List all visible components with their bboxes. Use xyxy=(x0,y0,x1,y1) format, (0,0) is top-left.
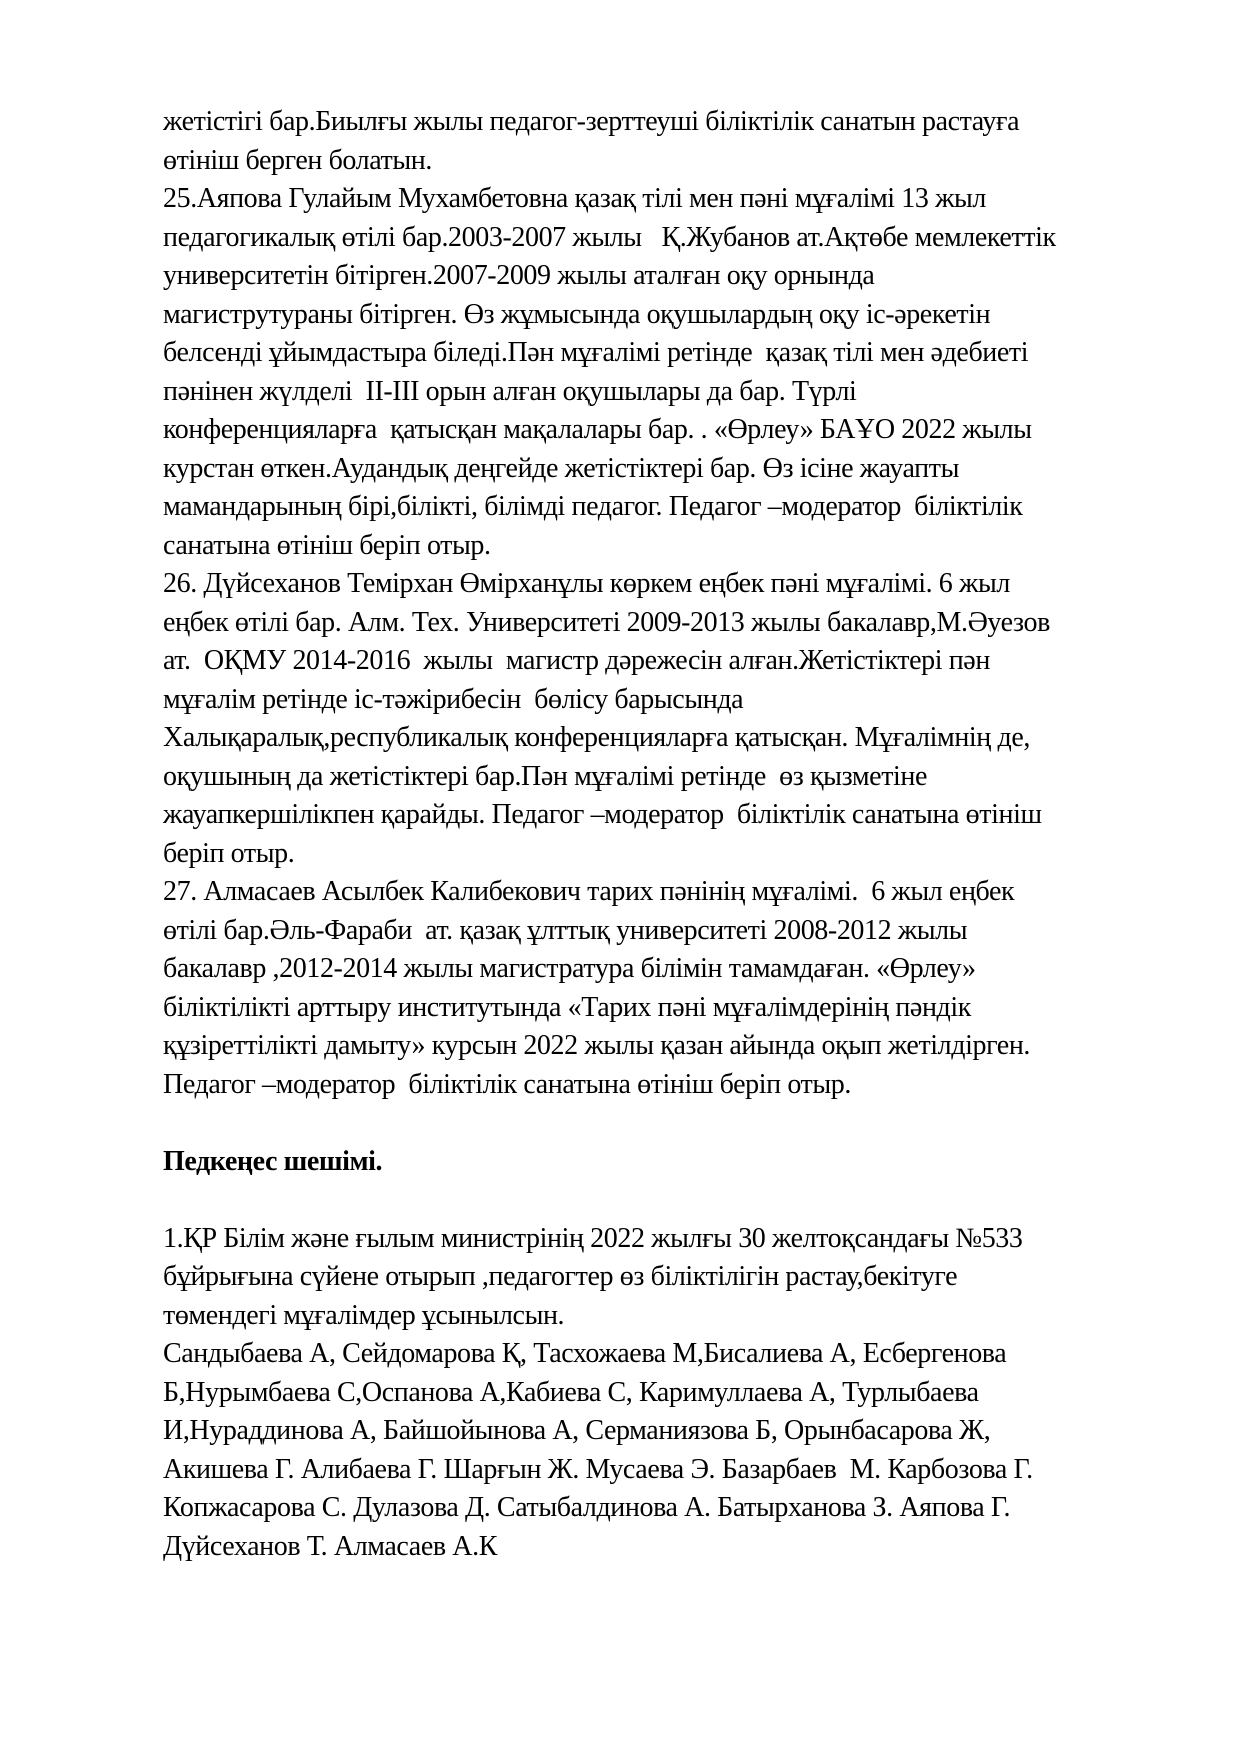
text-line: өтілі бар.Әль-Фараби ат. қазақ ұлттық университеті 2008-2012 жылы xyxy=(163,914,968,946)
text-line: Дүйсеханов Т. Алмасаев А.К xyxy=(163,1530,497,1562)
text-line: 27. Алмасаев Асылбек Калибекович тарих пәнінің мұғалімі. 6 жыл еңбек xyxy=(163,876,1015,907)
text-line: университетін бітірген.2007-2009 жылы аталған оқу орнында xyxy=(163,260,875,291)
text-line: бакалавр ,2012-2014 жылы магистратура білімін тамамдаған. «Өрлеу» xyxy=(163,953,976,984)
text-line: Сандыбаева А, Сейдомарова Қ, Тасхожаева М,Бисалиева А, Есбергенова xyxy=(163,1338,1007,1369)
text-line: курстан өткен.Аудандық деңгейде жетістіктері бар. Өз ісіне жауапты xyxy=(163,452,959,484)
text-line: мұғалім ретінде іс-тәжірибесін бөлісу барысында xyxy=(163,683,744,715)
text-line: магиструтураны бітірген. Өз жұмысында оқушылардың оқу іс-әрекетін xyxy=(163,298,991,330)
text-line: Б,Нурымбаева С,Оспанова А,Кабиева С, Каримуллаева А, Турлыбаева xyxy=(163,1376,979,1408)
text-line: 26. Дүйсеханов Темірхан Өмірханұлы көркем еңбек пәні мұғалімі. 6 жыл xyxy=(163,568,1010,599)
text-line: еңбек өтілі бар. Алм. Тех. Университеті 2009-2013 жылы бакалавр,М.Әуезов xyxy=(163,606,1050,638)
blank-line xyxy=(163,1181,1123,1220)
text-line: оқушының да жетістіктері бар.Пән мұғалімі ретінде өз қызметіне xyxy=(163,760,928,792)
text-line: пәнінен жүлделі II-III орын алған оқушылары да бар. Түрлі xyxy=(163,375,857,407)
text-line: жетістігі бар.Биылғы жылы педагог-зерттеуші біліктілік санатын растауға xyxy=(163,106,1020,137)
text-line: Халықаралық,республикалық конференцияларға қатысқан. Мұғалімнің де, xyxy=(163,722,1030,753)
blank-line xyxy=(163,1104,1123,1143)
text-line: бұйрығына сүйене отырып ,педагогтер өз біліктілігін растау,бекітуге xyxy=(163,1261,958,1292)
text-line: өтініш берген болатын. xyxy=(163,144,432,176)
text-line: Акишева Г. Алибаева Г. Шарғын Ж. Мусаева Э. Базарбаев М. Карбозова Г. xyxy=(163,1453,1033,1485)
text-line: мамандарының бірі,білікті, білімді педагог. Педагог –модератор біліктілік xyxy=(163,491,1023,522)
text-line: құзіреттілікті дамыту» курсын 2022 жылы қазан айында оқып жетілдірген. xyxy=(163,1030,1031,1061)
text-line: 1.ҚР Білім және ғылым министрінің 2022 жылғы 30 желтоқсандағы №533 xyxy=(163,1222,1023,1254)
text-line: конференцияларға қатысқан мақалалары бар. . «Өрлеу» БАҰО 2022 жылы xyxy=(163,414,1032,445)
text-line: жауапкершілікпен қарайды. Педагог –модератор біліктілік санатына өтініш xyxy=(163,799,1042,830)
text-line: И,Нураддинова А, Байшойынова А, Серманиязова Б, Орынбасарова Ж, xyxy=(163,1415,991,1446)
text-line: педагогикалық өтілі бар.2003-2007 жылы Қ.Жубанов ат.Ақтөбе мемлекеттік xyxy=(163,221,1056,253)
text-line: ат. ОҚМУ 2014-2016 жылы магистр дәрежесін алған.Жетістіктері пән xyxy=(163,645,990,676)
document-content xyxy=(163,103,1123,1566)
text-line: біліктілікті арттыру институтында «Тарих пәні мұғалімдерінің пәндік xyxy=(163,991,971,1023)
text-line: белсенді ұйымдастыра біледі.Пән мұғалімі ретінде қазақ тілі мен әдебиеті xyxy=(163,337,1029,368)
text-line: Педагог –модератор біліктілік санатына өтініш беріп отыр. xyxy=(163,1068,851,1100)
text-line: Копжасарова С. Дулазова Д. Сатыбалдинова А. Батырханова З. Аяпова Г. xyxy=(163,1492,1011,1523)
text-line: санатына өтініш беріп отыр. xyxy=(163,529,491,561)
text-line: төмендегі мұғалімдер ұсынылсын. xyxy=(163,1299,565,1331)
text-line: беріп отыр. xyxy=(163,837,295,869)
text-line: 25.Аяпова Гулайым Мухамбетовна қазақ тілі мен пәні мұғалімі 13 жыл xyxy=(163,183,987,214)
section-heading-decision: Педкеңес шешімі. xyxy=(163,1145,383,1177)
